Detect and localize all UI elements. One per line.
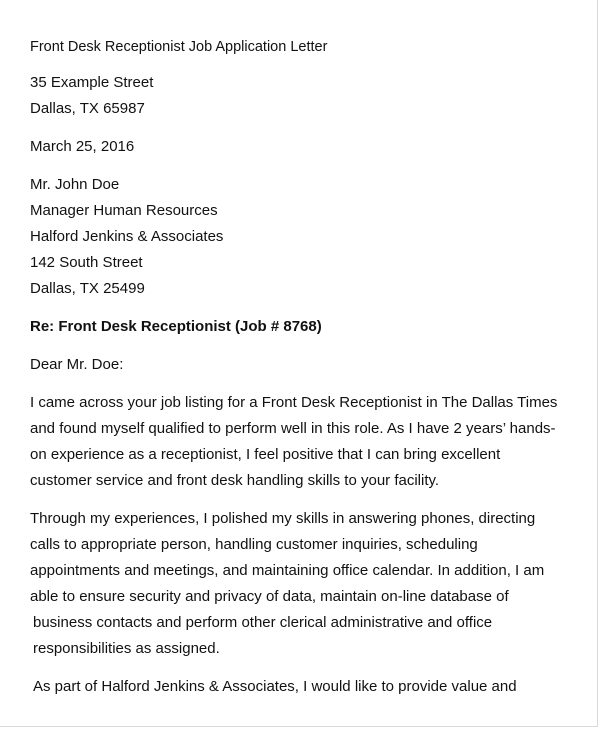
recipient-company: Halford Jenkins & Associates: [30, 228, 224, 245]
paragraph-line: responsibilities as assigned.: [33, 640, 220, 657]
recipient-street: 142 South Street: [30, 254, 143, 271]
letter-date: March 25, 2016: [30, 138, 135, 155]
recipient-block: [30, 172, 575, 302]
paragraph-line: appointments and meetings, and maintaining office calendar. In addition, I am: [30, 562, 545, 579]
paragraph-2: [30, 506, 575, 662]
paragraph-line: on experience as a receptionist, I feel positive that I can bring excellent: [30, 446, 501, 463]
salutation: Dear Mr. Doe:: [30, 356, 124, 373]
letter-body: [30, 34, 575, 700]
sender-street: 35 Example Street: [30, 74, 154, 91]
paragraph-1: [30, 390, 575, 494]
recipient-name: Mr. John Doe: [30, 176, 120, 193]
sender-city: Dallas, TX 65987: [30, 100, 145, 117]
paragraph-line: calls to appropriate person, handling customer inquiries, scheduling: [30, 536, 478, 553]
subject-line: Re: Front Desk Receptionist (Job # 8768): [30, 318, 322, 335]
sender-address: [30, 70, 575, 122]
paragraph-line: As part of Halford Jenkins & Associates, I would like to provide value and: [33, 678, 517, 695]
recipient-city: Dallas, TX 25499: [30, 280, 145, 297]
paragraph-line: customer service and front desk handling skills to your facility.: [30, 472, 440, 489]
paragraph-line: Through my experiences, I polished my skills in answering phones, directing: [30, 510, 536, 527]
paragraph-line: I came across your job listing for a Front Desk Receptionist in The Dallas Times: [30, 394, 558, 411]
paragraph-line: able to ensure security and privacy of data, maintain on-line database of: [30, 588, 509, 605]
paragraph-line: and found myself qualified to perform well in this role. As I have 2 years’ hands-: [30, 420, 556, 437]
paragraph-3: [30, 674, 575, 700]
paragraph-line: business contacts and perform other clerical administrative and office: [33, 614, 493, 631]
document-title: Front Desk Receptionist Job Application Letter: [30, 39, 328, 55]
recipient-title: Manager Human Resources: [30, 202, 218, 219]
